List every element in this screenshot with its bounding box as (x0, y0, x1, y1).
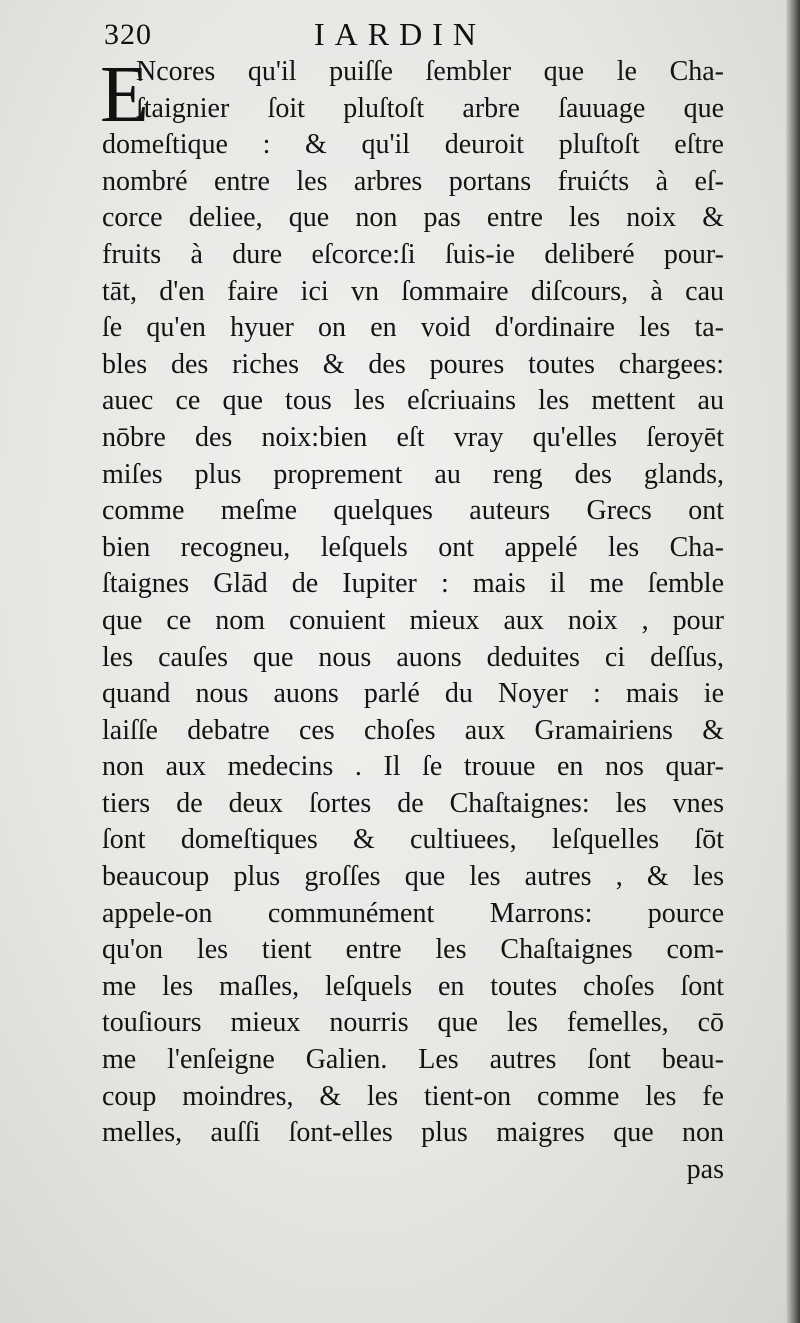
text-line: ſe qu'en hyuer on en void d'ordinaire les ta- (102, 312, 724, 344)
text-line: non aux medecins . Il ſe trouue en nos quar- (102, 751, 724, 783)
text-line: qu'on les tient entre les Chaſtaignes com- (102, 934, 724, 966)
page-number: 320 (104, 18, 152, 51)
text-line: ſtaignes Glād de Iupiter : mais il me ſemble (102, 568, 724, 600)
text-line: touſiours mieux nourris que les femelles, cō (102, 1007, 724, 1039)
text-line: miſes plus proprement au reng des glands, (102, 458, 724, 490)
text-line: ſtaignier ſoit pluſtoſt arbre ſauuage que (136, 92, 724, 124)
body-text (100, 51, 724, 1188)
text-line: melles, auſſi ſont-elles plus maigres que non (102, 1117, 724, 1149)
running-title: IARDIN (314, 16, 486, 52)
text-line: les cauſes que nous auons deduites ci deſſus, (102, 641, 724, 673)
text-line: me l'enſeigne Galien. Les autres ſont beau- (102, 1044, 724, 1076)
text-line: nōbre des noix:bien eſt vray qu'elles ſeroyēt (102, 421, 724, 453)
text-line: ſont domeſtiques & cultiuees, leſquelles ſōt (102, 824, 724, 856)
text-line: domeſtique : & qu'il deuroit pluſtoſt eſtre (102, 129, 724, 161)
text-line: beaucoup plus groſſes que les autres , & les (102, 861, 724, 893)
text-line: quand nous auons parlé du Noyer : mais ie (102, 678, 724, 710)
text-line: bien recogneu, leſquels ont appelé les Cha- (102, 531, 724, 563)
text-line: bles des riches & des poures toutes chargees: (102, 348, 724, 380)
text-line: Ncores qu'il puiſſe ſembler que le Cha- (136, 56, 724, 87)
catchword: pas (686, 1153, 724, 1185)
text-line: me les maſles, leſquels en toutes choſes ſont (102, 970, 724, 1002)
drop-cap: E (100, 51, 149, 139)
text-line: nombré entre les arbres portans fruićts à eſ- (102, 165, 724, 197)
page-edge-shadow (786, 0, 800, 1323)
text-line: corce deliee, que non pas entre les noix & (102, 202, 724, 234)
text-line: coup moindres, & les tient-on comme les fe (102, 1080, 724, 1112)
text-line: comme meſme quelques auteurs Grecs ont (102, 495, 724, 527)
text-line: tiers de deux ſortes de Chaſtaignes: les vnes (102, 787, 724, 819)
text-line: appele-on communément Marrons: pource (102, 897, 724, 929)
text-line: auec ce que tous les eſcriuains les mettent au (102, 385, 724, 417)
text-line: fruits à dure eſcorce:ſi ſuis-ie deliberé pour- (102, 238, 724, 270)
text-line: tāt, d'en faire ici vn ſommaire diſcours, à cau (102, 275, 724, 307)
text-line: laiſſe debatre ces choſes aux Gramairiens & (102, 714, 724, 746)
text-line: que ce nom conuient mieux aux noix , pour (102, 604, 724, 636)
